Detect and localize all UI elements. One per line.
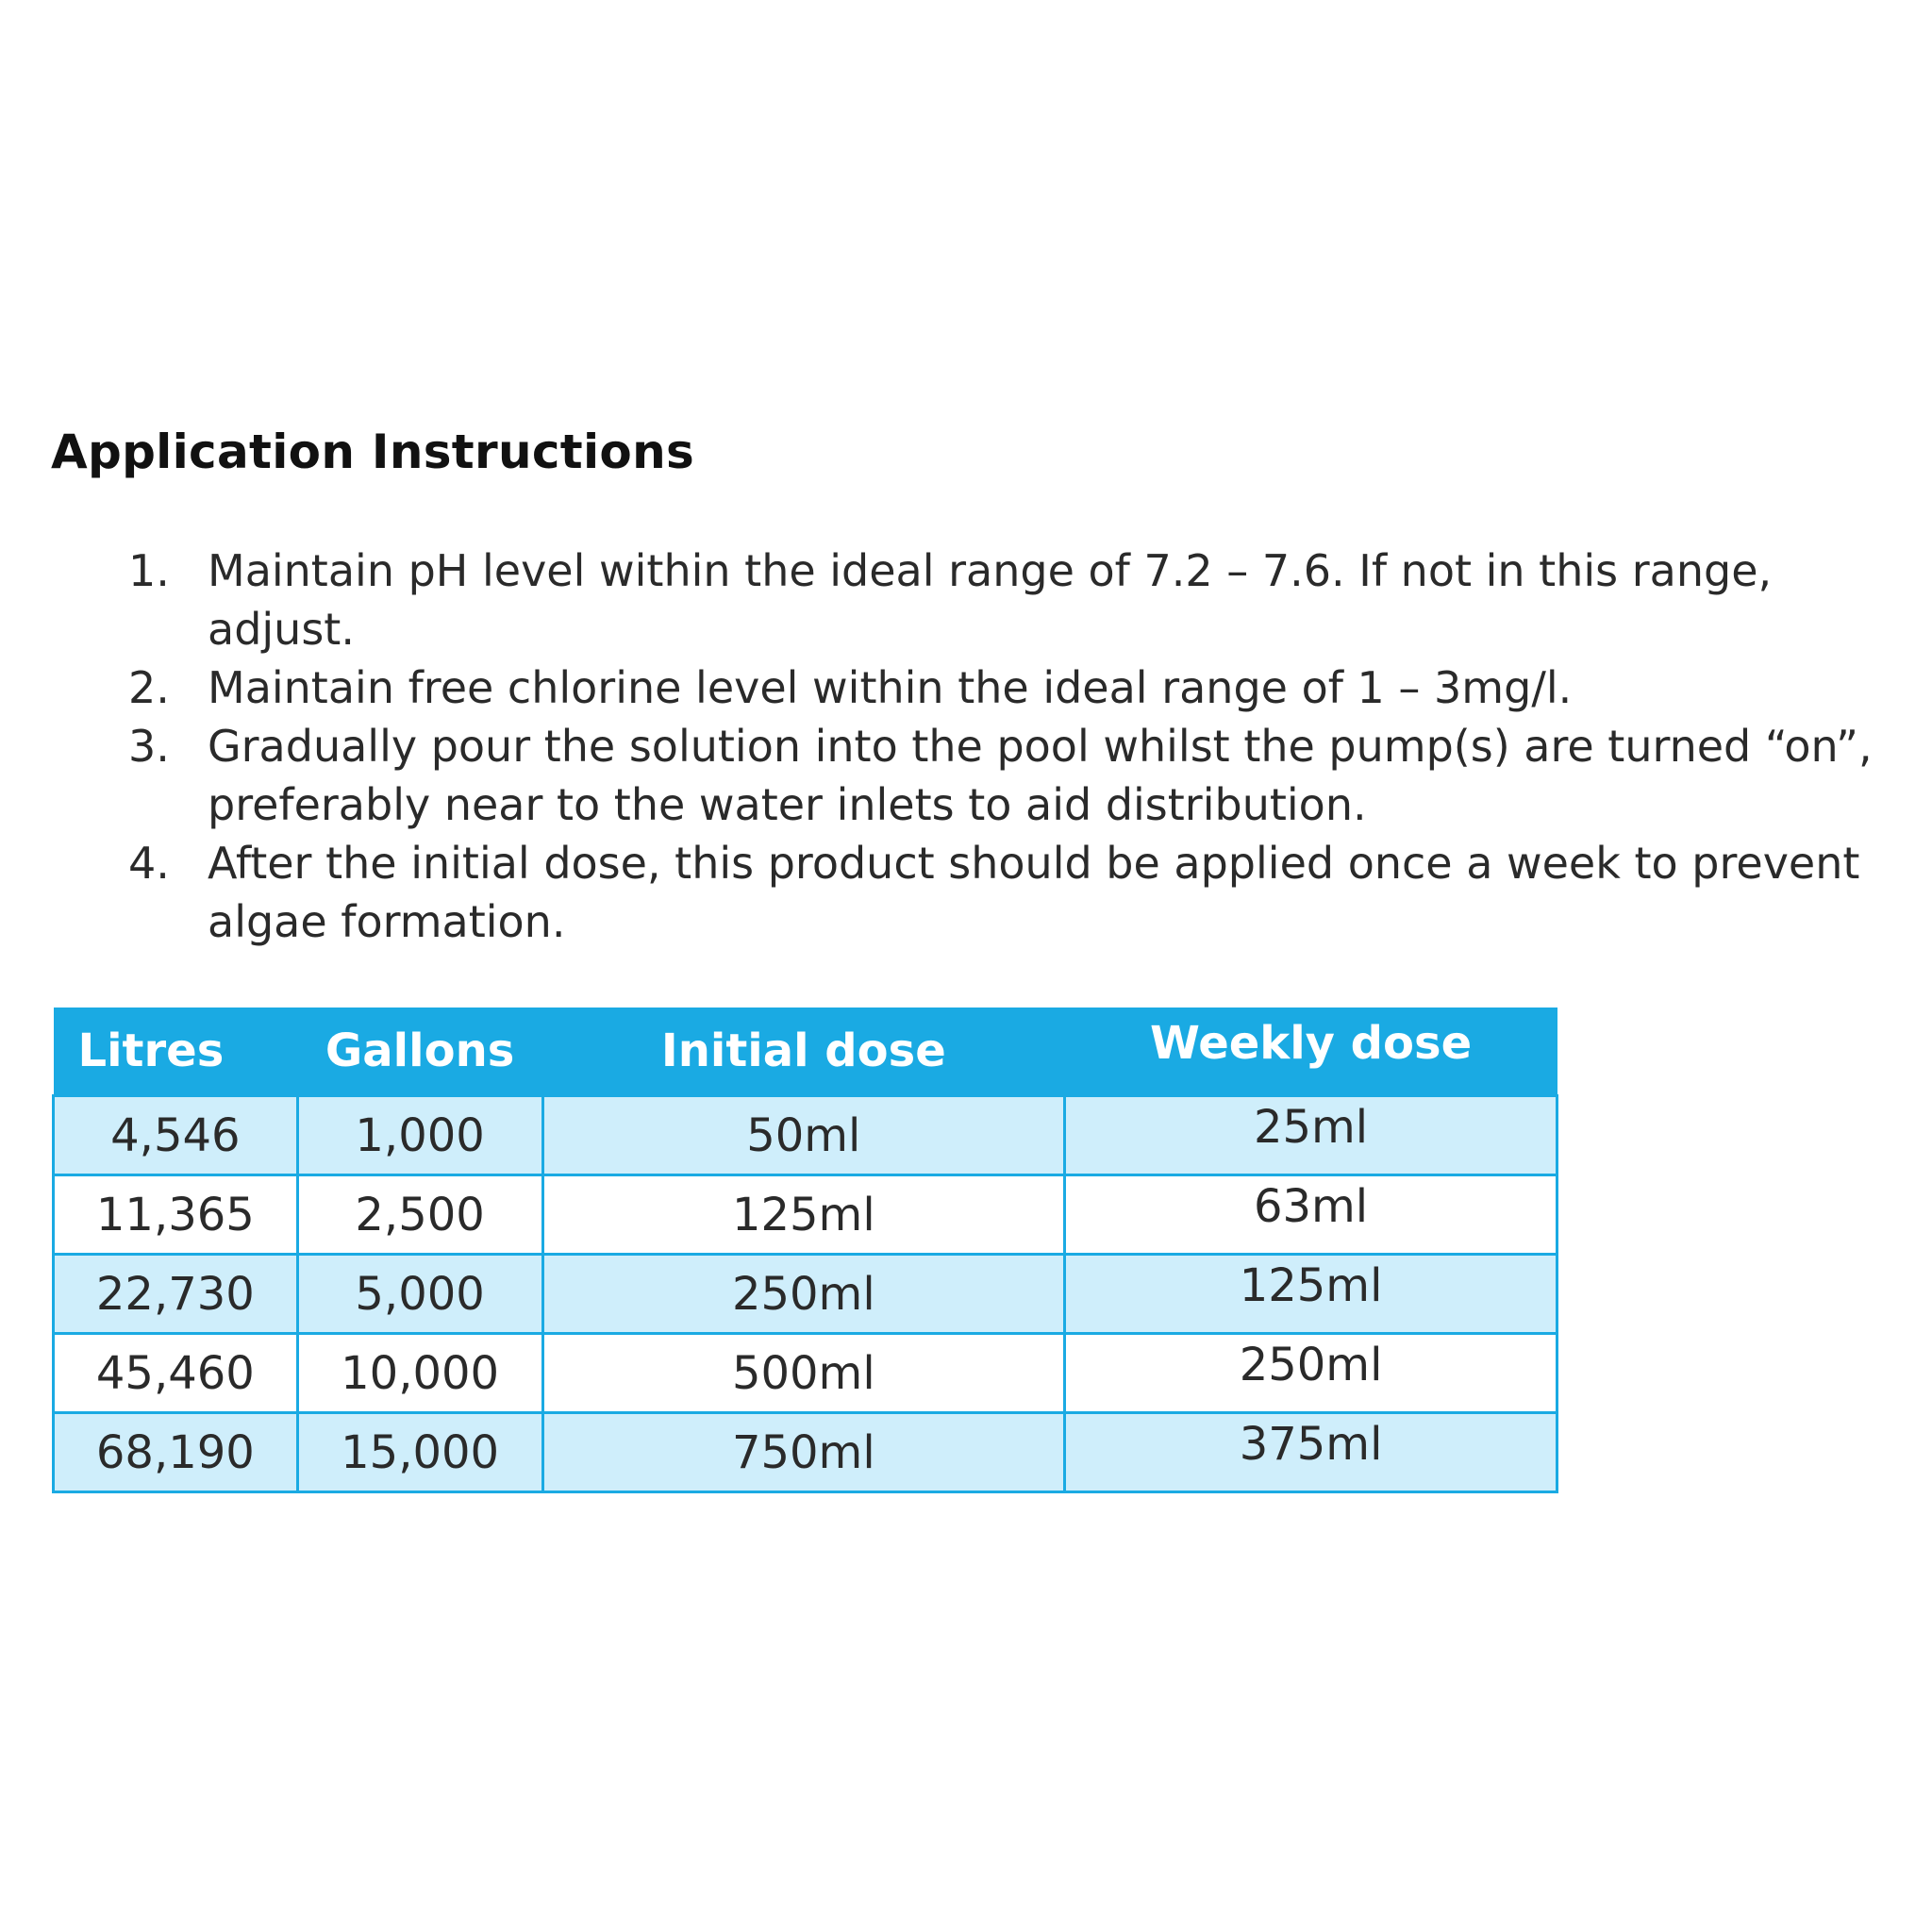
table-row — [54, 1096, 1557, 1175]
cell-initial-dose: 750ml — [542, 1413, 1065, 1492]
column-header-initial-dose: Initial dose — [542, 1008, 1065, 1096]
instruction-item — [128, 541, 1921, 658]
cell-litres: 11,365 — [54, 1175, 298, 1255]
cell-litres: 22,730 — [54, 1255, 298, 1334]
cell-litres: 4,546 — [54, 1096, 298, 1175]
cell-gallons: 1,000 — [297, 1096, 542, 1175]
instruction-text: Maintain pH level within the ideal range of 7.2 – 7.6. If not in this range, adjust. — [208, 545, 1773, 655]
instruction-item — [128, 717, 1921, 834]
page-heading: Application Instructions — [51, 425, 695, 479]
dosage-table — [52, 1008, 1558, 1493]
instruction-item — [128, 834, 1921, 951]
table-row — [54, 1413, 1557, 1492]
cell-weekly-dose: 125ml — [1065, 1255, 1557, 1334]
cell-initial-dose: 125ml — [542, 1175, 1065, 1255]
column-header-litres: Litres — [54, 1008, 298, 1096]
cell-initial-dose: 50ml — [542, 1096, 1065, 1175]
cell-litres: 45,460 — [54, 1334, 298, 1413]
cell-gallons: 2,500 — [297, 1175, 542, 1255]
instruction-text: Maintain free chlorine level within the ideal range of 1 – 3mg/l. — [208, 662, 1573, 713]
cell-weekly-dose: 375ml — [1065, 1413, 1557, 1492]
cell-initial-dose: 250ml — [542, 1255, 1065, 1334]
instruction-number: 4. — [128, 838, 170, 889]
cell-gallons: 15,000 — [297, 1413, 542, 1492]
column-header-weekly-dose: Weekly dose — [1065, 1008, 1557, 1096]
cell-litres: 68,190 — [54, 1413, 298, 1492]
table-row — [54, 1255, 1557, 1334]
column-header-gallons: Gallons — [297, 1008, 542, 1096]
table-row — [54, 1175, 1557, 1255]
instruction-number: 1. — [128, 545, 170, 596]
table-row — [54, 1334, 1557, 1413]
instruction-number: 3. — [128, 721, 170, 772]
instruction-item — [128, 658, 1921, 717]
instruction-list — [128, 541, 1921, 951]
instruction-text: After the initial dose, this product should be applied once a week to prevent algae formation. — [208, 838, 1860, 947]
cell-weekly-dose: 63ml — [1065, 1175, 1557, 1255]
cell-weekly-dose: 25ml — [1065, 1096, 1557, 1175]
cell-initial-dose: 500ml — [542, 1334, 1065, 1413]
instruction-text: Gradually pour the solution into the pool whilst the pump(s) are turned “on”, preferably near to the water inlets to aid distribution. — [208, 721, 1873, 830]
table-header-row — [54, 1008, 1557, 1096]
cell-gallons: 10,000 — [297, 1334, 542, 1413]
cell-gallons: 5,000 — [297, 1255, 542, 1334]
instruction-number: 2. — [128, 662, 170, 713]
cell-weekly-dose: 250ml — [1065, 1334, 1557, 1413]
